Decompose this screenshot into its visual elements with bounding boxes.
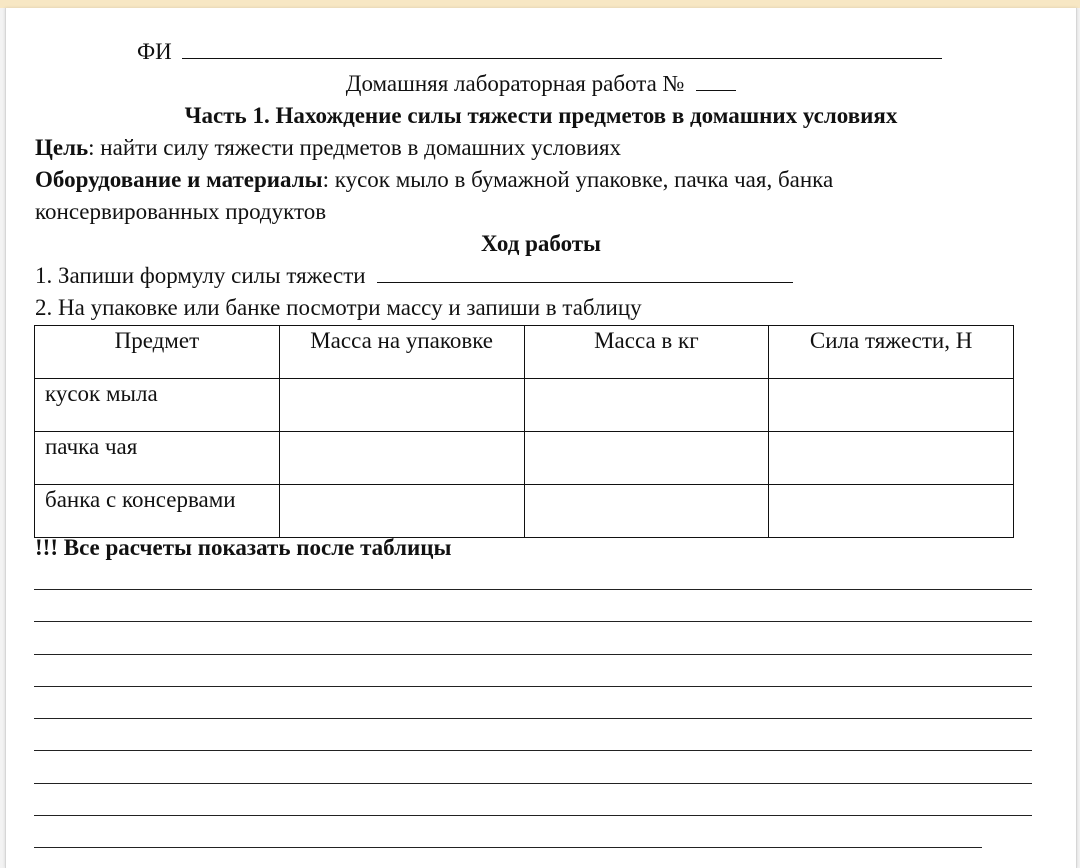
mass-kg-cell[interactable] (524, 379, 769, 432)
header-package-mass: Масса на упаковке (279, 326, 524, 379)
package-mass-cell[interactable] (279, 379, 524, 432)
step-1-line (35, 262, 1080, 290)
equipment-text: : кусок мыло в бумажной упаковке, пачка чая, банка (322, 167, 834, 192)
header-mass-kg: Масса в кг (524, 326, 769, 379)
data-table (34, 325, 1014, 538)
header-gravity-force: Сила тяжести, Н (769, 326, 1014, 379)
answer-line[interactable] (34, 589, 1032, 590)
answer-line[interactable] (34, 750, 1032, 751)
equipment-label: Оборудование и материалы (35, 167, 323, 192)
formula-blank[interactable] (377, 262, 793, 283)
step-1: 1. Запиши формулу силы тяжести (35, 263, 366, 288)
item-cell: пачка чая (35, 432, 280, 485)
subtitle-line (6, 70, 1076, 98)
gravity-force-cell[interactable] (769, 485, 1014, 538)
fi-label: ФИ (137, 39, 172, 64)
table-row (35, 485, 1014, 538)
goal-label: Цель (35, 135, 89, 160)
answer-line[interactable] (34, 654, 1032, 655)
package-mass-cell[interactable] (279, 485, 524, 538)
top-bar (0, 0, 1080, 8)
equipment-continued: консервированных продуктов (35, 199, 327, 224)
answer-line[interactable] (34, 621, 1032, 622)
subtitle: Домашняя лабораторная работа № (345, 71, 685, 96)
header-item: Предмет (35, 326, 280, 379)
answer-line[interactable] (34, 686, 1032, 687)
gravity-force-cell[interactable] (769, 379, 1014, 432)
step-2: 2. На упаковке или банке посмотри массу и запиши в таблицу (35, 295, 642, 320)
answer-line[interactable] (34, 815, 1032, 816)
calculations-note: !!! Все расчеты показать после таблицы (35, 535, 452, 560)
item-cell: кусок мыла (35, 379, 280, 432)
name-blank[interactable] (182, 38, 942, 59)
work-number-blank[interactable] (696, 70, 736, 91)
goal-line (35, 134, 1080, 162)
table-header-row (35, 326, 1014, 379)
gravity-force-cell[interactable] (769, 432, 1014, 485)
answer-line[interactable] (34, 718, 1032, 719)
table-row (35, 379, 1014, 432)
equipment-line (35, 166, 1080, 194)
answer-line[interactable] (34, 847, 982, 848)
package-mass-cell[interactable] (279, 432, 524, 485)
item-cell: банка с консервами (35, 485, 280, 538)
goal-text: : найти силу тяжести предметов в домашних условиях (88, 135, 622, 160)
document-page (5, 8, 1077, 868)
table-row (35, 432, 1014, 485)
mass-kg-cell[interactable] (524, 432, 769, 485)
answer-line[interactable] (34, 783, 1032, 784)
procedure-title: Ход работы (480, 231, 602, 256)
mass-kg-cell[interactable] (524, 485, 769, 538)
part-title: Часть 1. Нахождение силы тяжести предметов в домашних условиях (184, 103, 898, 128)
